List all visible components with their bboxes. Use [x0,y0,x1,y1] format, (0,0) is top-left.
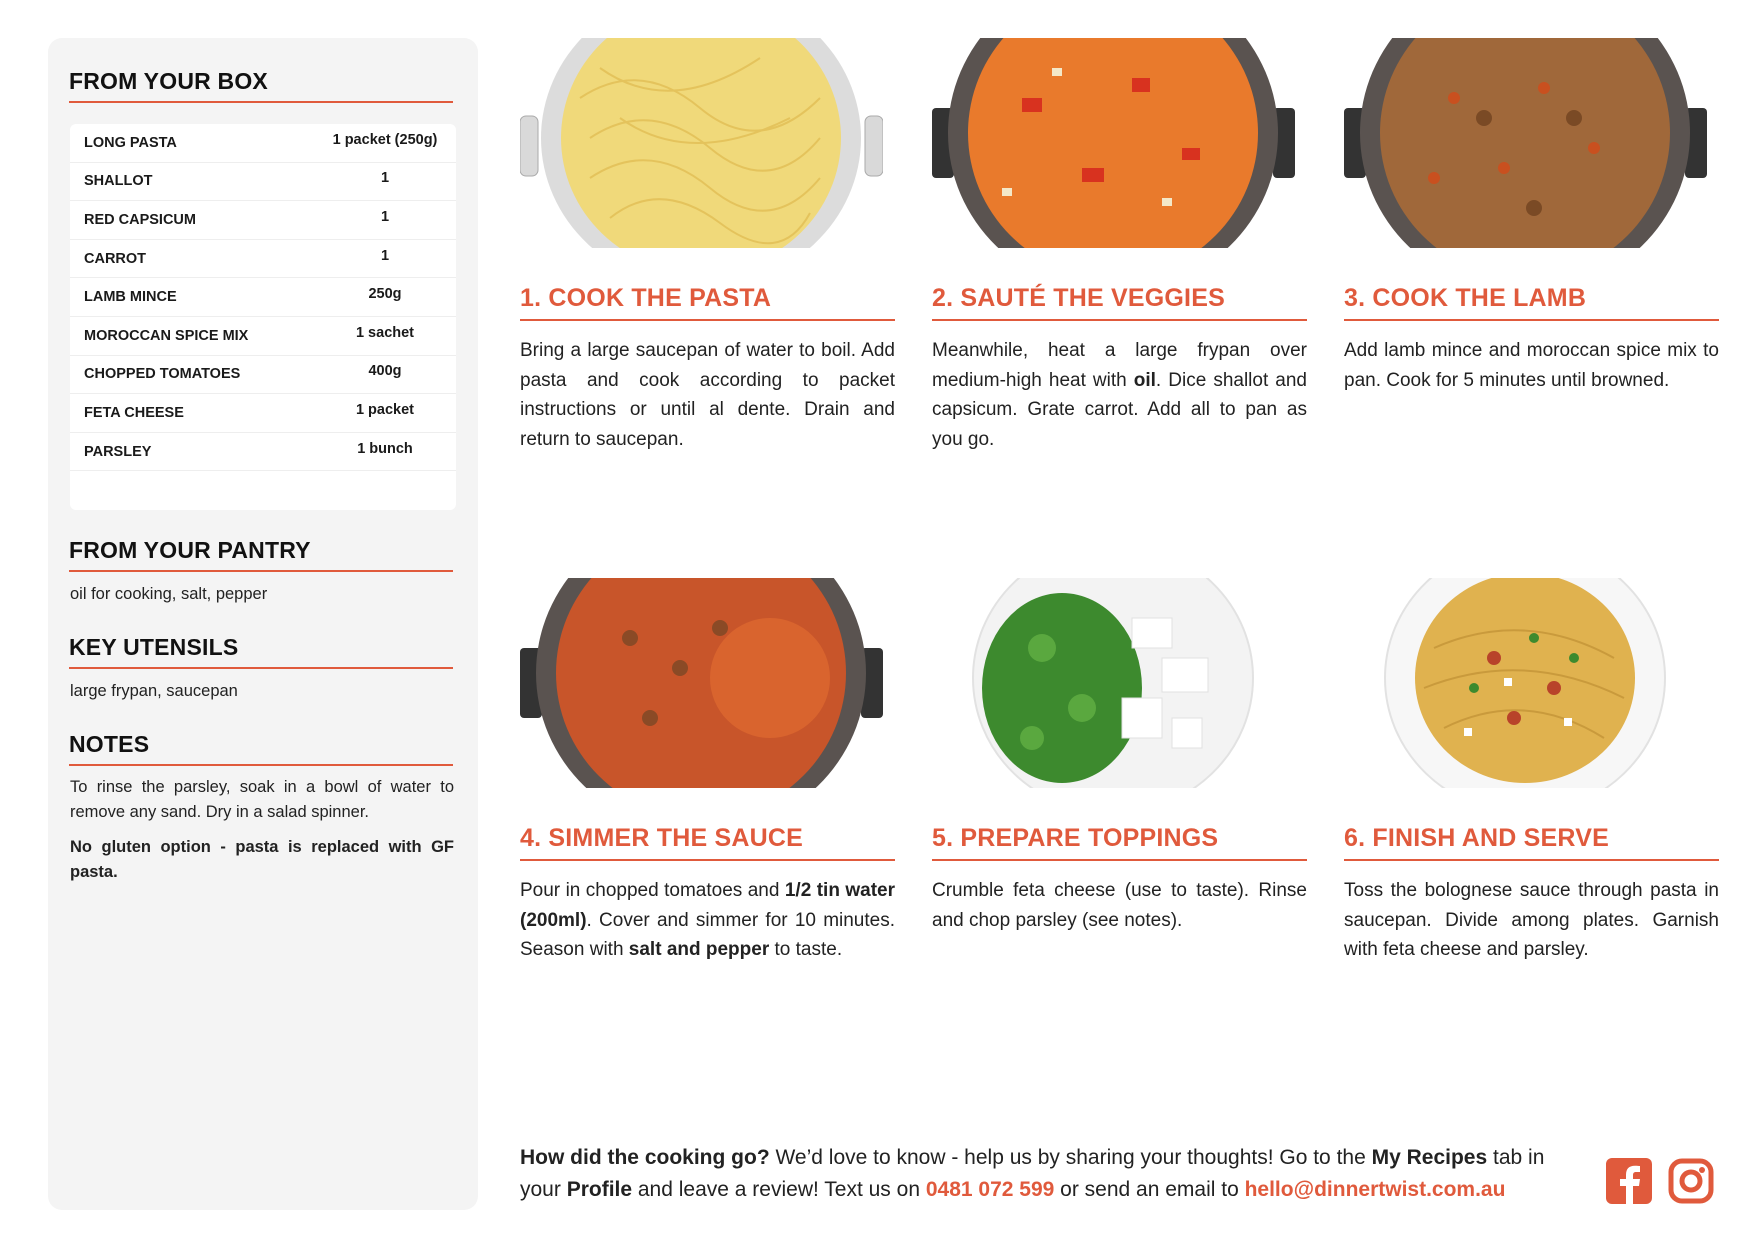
pasta-in-colander-image [520,38,883,248]
step-text: Crumble feta cheese (use to taste). Rinse and chop parsley (see notes). [932,880,1307,931]
ingredient-row [70,201,456,240]
notes-text: To rinse the parsley, soak in a bowl of water to remove any sand. Dry in a salad spinner. [70,778,454,821]
instagram-icon[interactable] [1668,1158,1714,1204]
step-2 [932,38,1307,450]
step-title: 3. COOK THE LAMB [1344,284,1719,321]
ingredient-row [70,240,456,279]
ingredient-name: CHOPPED TOMATOES [84,366,241,383]
ingredient-qty: 1 [380,170,390,187]
ingredient-qty: 1 sachet [355,324,415,341]
step-title: 5. PREPARE TOPPINGS [932,824,1307,861]
step-text: Bring a large saucepan of water to boil. Add pasta and cook according to packet instructions or until al dente. Drain and return to saucepan. [520,340,895,450]
ingredient-row [70,124,456,163]
veggies-in-frypan-image [932,38,1295,248]
ingredient-name: FETA CHEESE [84,404,184,421]
from-box-title: FROM YOUR BOX [69,68,453,103]
sidebar [48,38,478,1210]
ingredient-row [70,317,456,356]
ingredient-qty: 1 packet [355,401,415,418]
finished-dish-plate-image [1344,578,1707,788]
step-title: 2. SAUTÉ THE VEGGIES [932,284,1307,321]
step-title: 1. COOK THE PASTA [520,284,895,321]
parsley-and-feta-plate-image [932,578,1295,788]
step-text: Pour in chopped tomatoes and 1/2 tin water (200ml). Cover and simmer for 10 minutes. Season with salt and pepper to taste. [520,880,895,960]
sauce-in-frypan-image [520,578,883,788]
ingredient-row [70,278,456,317]
ingredient-qty: 1 packet (250g) [332,131,438,148]
step-4 [520,578,895,960]
step-1 [520,38,895,450]
ingredients-table [70,124,456,510]
notes-gluten-option: No gluten option - pasta is replaced with GF pasta. [70,838,454,881]
ingredient-qty: 1 bunch [357,440,413,457]
ingredient-row [70,433,456,472]
notes-title: NOTES [69,731,453,766]
phone-link[interactable]: 0481 072 599 [925,1178,1055,1201]
pantry-title: FROM YOUR PANTRY [69,537,453,572]
ingredient-qty: 250g [368,286,402,303]
ingredient-row [70,356,456,395]
utensils-title: KEY UTENSILS [69,634,453,669]
ingredient-qty: 1 [380,247,390,264]
email-link[interactable]: hello@dinnertwist.com.au [1244,1178,1506,1201]
step-3 [1344,38,1719,391]
step-text: Add lamb mince and moroccan spice mix to pan. Cook for 5 minutes until browned. [1344,340,1719,391]
facebook-icon[interactable] [1606,1158,1652,1204]
feedback-footer: How did the cooking go? We’d love to know - help us by sharing your thoughts! Go to the My Recipes tab in your Profile and leave a review! Text us on 0481 072 599 or send an email to hello@dinnertwist.com.au [520,1146,1545,1201]
ingredient-row [70,394,456,433]
step-6 [1344,578,1719,960]
pantry-text: oil for cooking, salt, pepper [70,585,268,603]
ingredient-qty: 1 [380,208,390,225]
ingredient-name: CARROT [84,250,147,267]
lamb-in-frypan-image [1344,38,1707,248]
ingredient-name: SHALLOT [84,173,153,190]
ingredient-name: RED CAPSICUM [84,211,196,228]
ingredient-row [70,163,456,202]
ingredient-qty: 400g [368,363,402,380]
utensils-text: large frypan, saucepan [70,682,238,700]
ingredient-name: MOROCCAN SPICE MIX [84,327,249,344]
ingredient-name: LAMB MINCE [84,289,177,306]
ingredient-name: PARSLEY [84,443,152,460]
step-title: 4. SIMMER THE SAUCE [520,824,895,861]
step-text: Meanwhile, heat a large frypan over medium-high heat with oil. Dice shallot and capsicum. Grate carrot. Add all to pan as you go. [932,340,1307,450]
step-title: 6. FINISH AND SERVE [1344,824,1719,861]
ingredient-name: LONG PASTA [84,134,177,151]
step-text: Toss the bolognese sauce through pasta in saucepan. Divide among plates. Garnish with feta cheese and parsley. [1344,880,1719,960]
step-5 [932,578,1307,931]
